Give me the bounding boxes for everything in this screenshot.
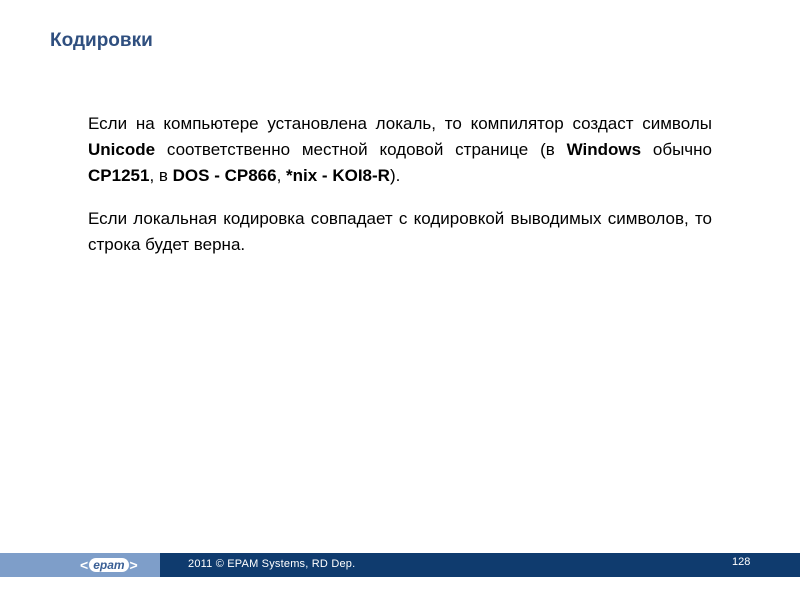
text-run: , bbox=[276, 166, 287, 185]
text-run-bold: DOS - CP866 bbox=[172, 166, 277, 185]
footer-bar bbox=[0, 553, 800, 577]
text-run: Если на компьютере установлена локаль, то компилятор создаст символы bbox=[88, 114, 712, 133]
paragraph-encoding-match bbox=[88, 206, 712, 258]
footer-copyright: 2011 © EPAM Systems, RD Dep. bbox=[188, 558, 356, 570]
epam-logo bbox=[80, 556, 138, 574]
logo-word: epam bbox=[89, 558, 128, 572]
text-run-bold: *nix - KOI8-R bbox=[286, 166, 390, 185]
text-run: обычно bbox=[641, 140, 713, 159]
text-run-bold: Windows bbox=[566, 140, 642, 159]
slide-content bbox=[88, 111, 712, 275]
text-run: Если локальная кодировка совпадает с кодировкой выводимых символов, то строка будет верна. bbox=[88, 209, 712, 254]
slide-title: Кодировки bbox=[50, 30, 153, 51]
page-number: 128 bbox=[732, 556, 751, 568]
logo-right-bracket: > bbox=[129, 557, 138, 573]
text-run: ). bbox=[389, 166, 401, 185]
text-run: , в bbox=[149, 166, 173, 185]
text-run: соответственно местной кодовой странице (в bbox=[155, 140, 567, 159]
text-run-bold: Unicode bbox=[88, 140, 156, 159]
paragraph-locale bbox=[88, 111, 712, 189]
logo-left-bracket: < bbox=[80, 557, 89, 573]
text-run-bold: CP1251 bbox=[88, 166, 150, 185]
